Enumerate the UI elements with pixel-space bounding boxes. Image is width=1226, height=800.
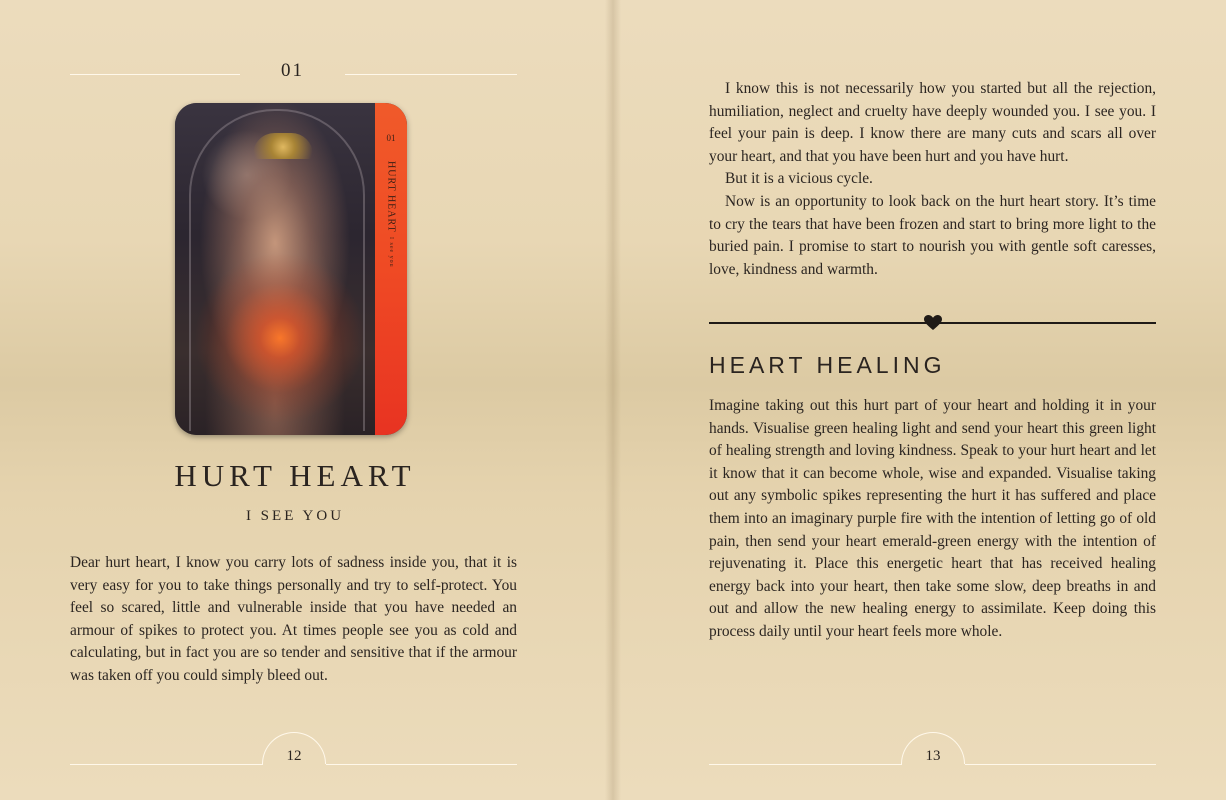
right-intro-text xyxy=(709,78,1156,281)
card-strip-title xyxy=(375,161,407,361)
right-section-text xyxy=(709,395,1156,644)
card-strip-title-text: HURT HEART xyxy=(385,161,397,233)
bottom-rule-left-a xyxy=(70,764,263,765)
bottom-rule-left-b xyxy=(326,764,517,765)
heart-icon xyxy=(924,315,942,331)
left-body-text xyxy=(70,552,517,688)
section-paragraph: Imagine taking out this hurt part of your heart and holding it in your hands. Visualise green healing light and send your heart this green light of healing strength and loving kindness. Speak to your hurt heart and let it know that it can become whole, wise and expanded. Visualise taking out any symbolic spikes representing the hurt it has suffered and place them into an imaginary purple fire with the intention of letting go of old pain, then send your heart emerald-green energy with the intention of rejuvenating it. Place this energetic heart that has received healing energy back into your heart, then take some slow, deep breaths in and out and allow the new healing energy to assimilate. Keep doing this process daily until your heart feels more whole. xyxy=(709,397,1156,640)
left-paragraph: Dear hurt heart, I know you carry lots of sadness inside you, that it is very easy for you to take things personally and try to self-protect. You feel so scared, little and vulnerable inside that you have needed an armour of spikes to protect you. At times people see you as cold and calculating, but in fact you are so tender and sensitive that if the armour was taken off you could simply bleed out. xyxy=(70,554,517,684)
bottom-rule-right-a xyxy=(709,764,902,765)
top-rule-left xyxy=(70,74,240,75)
bottom-rule-right-b xyxy=(965,764,1156,765)
card-strip-subtitle: I see you xyxy=(388,236,394,268)
card-title: HURT HEART xyxy=(174,458,416,493)
right-paragraph-2: But it is a vicious cycle. xyxy=(725,170,873,188)
page-number-left: 12 xyxy=(286,748,302,764)
card-number: 01 xyxy=(386,133,396,143)
top-rule-right xyxy=(345,74,517,75)
page-number-right: 13 xyxy=(925,748,941,764)
crown-icon xyxy=(253,133,313,159)
section-heading: HEART HEALING xyxy=(709,352,946,378)
right-paragraph-3: Now is an opportunity to look back on the hurt heart story. It’s time to cry the tears that have been frozen and start to bring more light to the buried pain. I promise to start to nourish you with gentle soft caresses, love, kindness and warmth. xyxy=(709,192,1156,278)
oracle-card xyxy=(175,103,407,435)
card-subtitle: I SEE YOU xyxy=(245,508,345,524)
chapter-number: 01 xyxy=(281,60,304,81)
right-paragraph-1: I know this is not necessarily how you started but all the rejection, humiliation, neglect and cruelty have deeply wounded you. I see you. I feel your pain is deep. I know there are many cuts and scars all over your heart, and that you have been hurt and you have hurt. xyxy=(709,80,1156,165)
